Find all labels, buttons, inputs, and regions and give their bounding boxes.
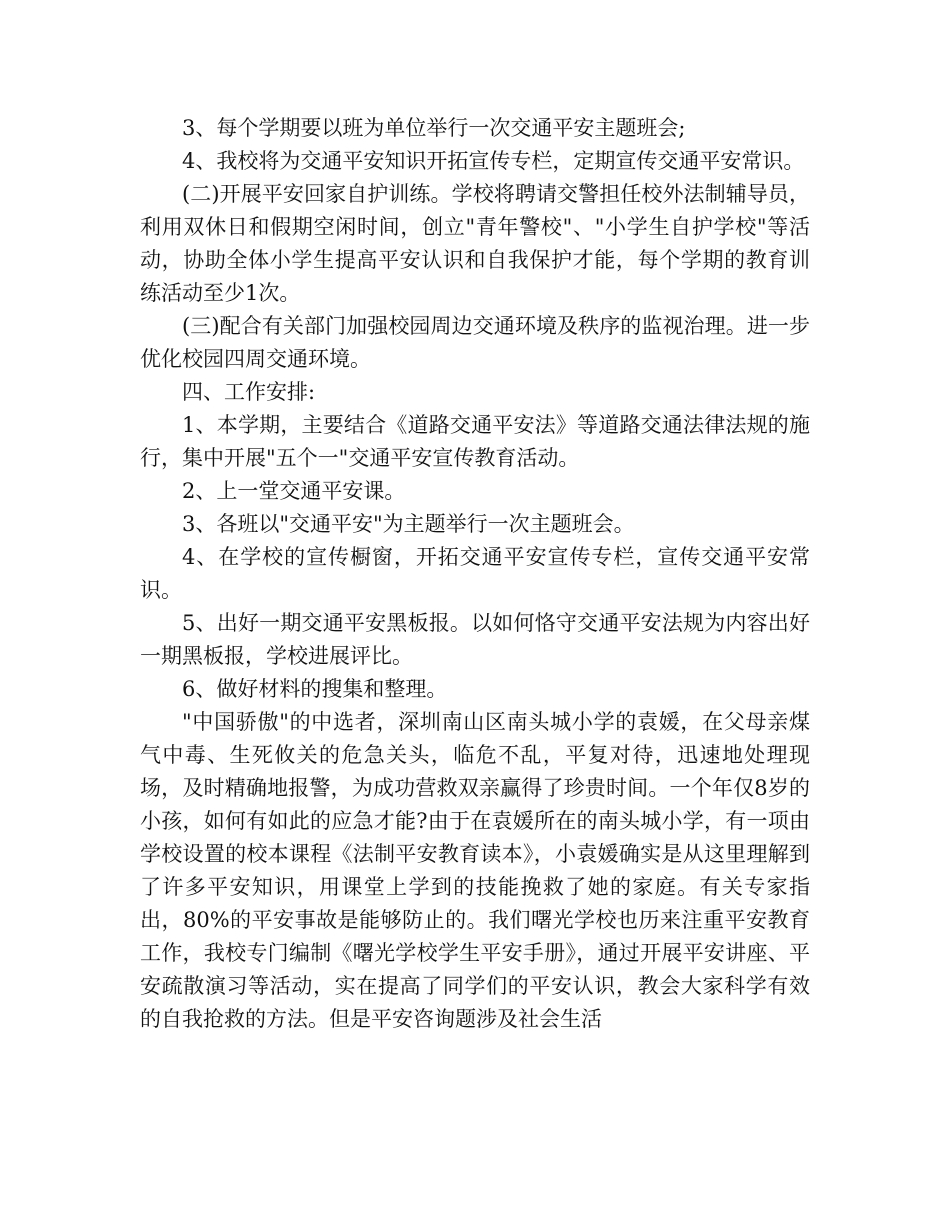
paragraph: 2、上一堂交通平安课。 xyxy=(182,479,406,503)
paragraph: 1、本学期，主要结合《道路交通平安法》等道路交通法律法规的施行，集中开展"五个一"交通平安宣传教育活动。 xyxy=(140,413,810,470)
paragraph: 6、做好材料的搜集和整理。 xyxy=(182,677,448,701)
document-body xyxy=(140,112,810,1036)
paragraph: 3、每个学期要以班为单位举行一次交通平安主题班会; xyxy=(182,116,686,140)
section-heading: 四、工作安排: xyxy=(182,380,316,404)
paragraph: 3、各班以"交通平安"为主题举行一次主题班会。 xyxy=(182,512,635,536)
paragraph: 5、出好一期交通平安黑板报。以如何恪守交通平安法规为内容出好一期黑板报，学校进展评比。 xyxy=(140,611,810,668)
paragraph: 4、在学校的宣传橱窗，开拓交通平安宣传专栏，宣传交通平安常识。 xyxy=(140,545,810,602)
paragraph: (二)开展平安回家自护训练。学校将聘请交警担任校外法制辅导员，利用双休日和假期空闲时间，创立"青年警校"、"小学生自护学校"等活动，协助全体小学生提高平安认识和自我保护才能，每个学期的教育训练活动至少1次。 xyxy=(140,182,810,305)
paragraph: 4、我校将为交通平安知识开拓宣传专栏，定期宣传交通平安常识。 xyxy=(182,149,805,173)
paragraph: "中国骄傲"的中选者，深圳南山区南头城小学的袁媛，在父母亲煤气中毒、生死攸关的危急关头，临危不乱，平复对待，迅速地处理现场，及时精确地报警，为成功营救双亲赢得了珍贵时间。一个年仅8岁的小孩，如何有如此的应急才能?由于在袁媛所在的南头城小学，有一项由学校设置的校本课程《法制平安教育读本》，小袁媛确实是从这里理解到了许多平安知识，用课堂上学到的技能挽救了她的家庭。有关专家指出，80%的平安事故是能够防止的。我们曙光学校也历来注重平安教育工作，我校专门编制《曙光学校学生平安手册》，通过开展平安讲座、平安疏散演习等活动，实在提高了同学们的平安认识，教会大家科学有效的自我抢救的方法。但是平安咨询题涉及社会生活 xyxy=(140,710,810,1031)
paragraph: (三)配合有关部门加强校园周边交通环境及秩序的监视治理。进一步优化校园四周交通环境。 xyxy=(140,314,810,371)
